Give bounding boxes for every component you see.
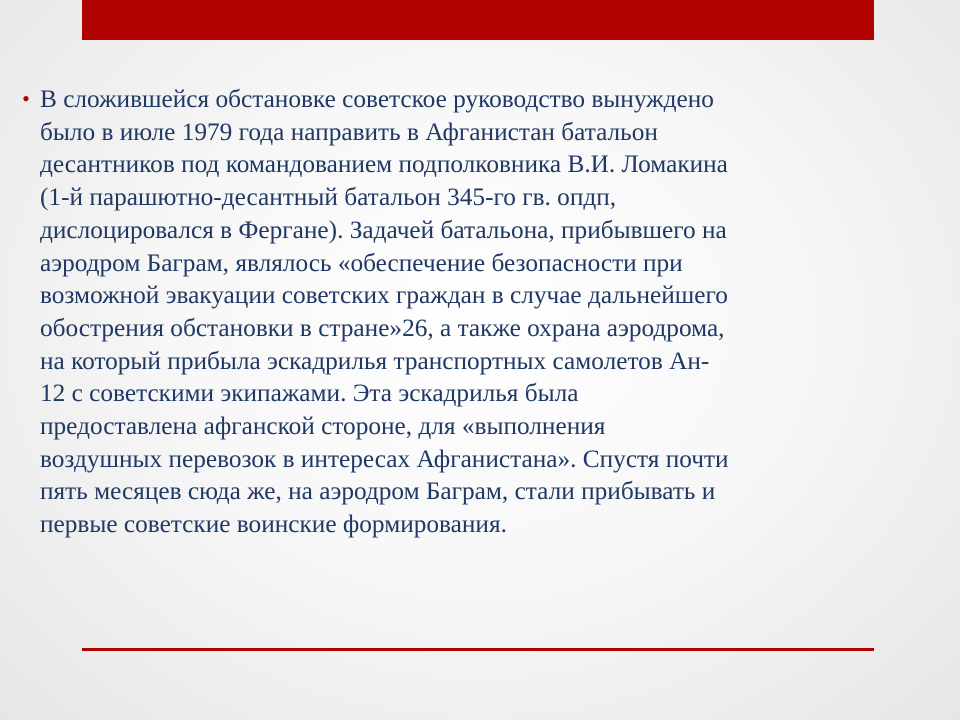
bottom-divider-line <box>82 648 874 651</box>
bullet-marker: • <box>22 86 30 111</box>
body-paragraph: В сложившейся обстановке советское руководство вынуждено было в июле 1979 года направить в Афганистан батальон десантников под командованием подполковника В.И. Ломакина (1-й парашютно-десантный батальон 345-го гв. опдп, дислоцировался в Фергане). Задачей батальона, прибывшего на аэродром Баграм, являлось «обеспечение безопасности при возможной эвакуации советских граждан в случае дальнейшего обострения обстановки в стране»26, а также охрана аэродрома, на который прибыла эскадрилья транспортных самолетов Ан- 12 с советскими экипажами. Эта эскадрилья была предоставлена афганской стороне, для «выполнения воздушных перевозок в интересах Афганистана». Спустя почти пять месяцев сюда же, на аэродром Баграм, стали прибывать и первые советские воинские формирования. <box>40 85 729 539</box>
top-accent-bar <box>82 0 874 40</box>
bullet-list <box>12 83 912 541</box>
